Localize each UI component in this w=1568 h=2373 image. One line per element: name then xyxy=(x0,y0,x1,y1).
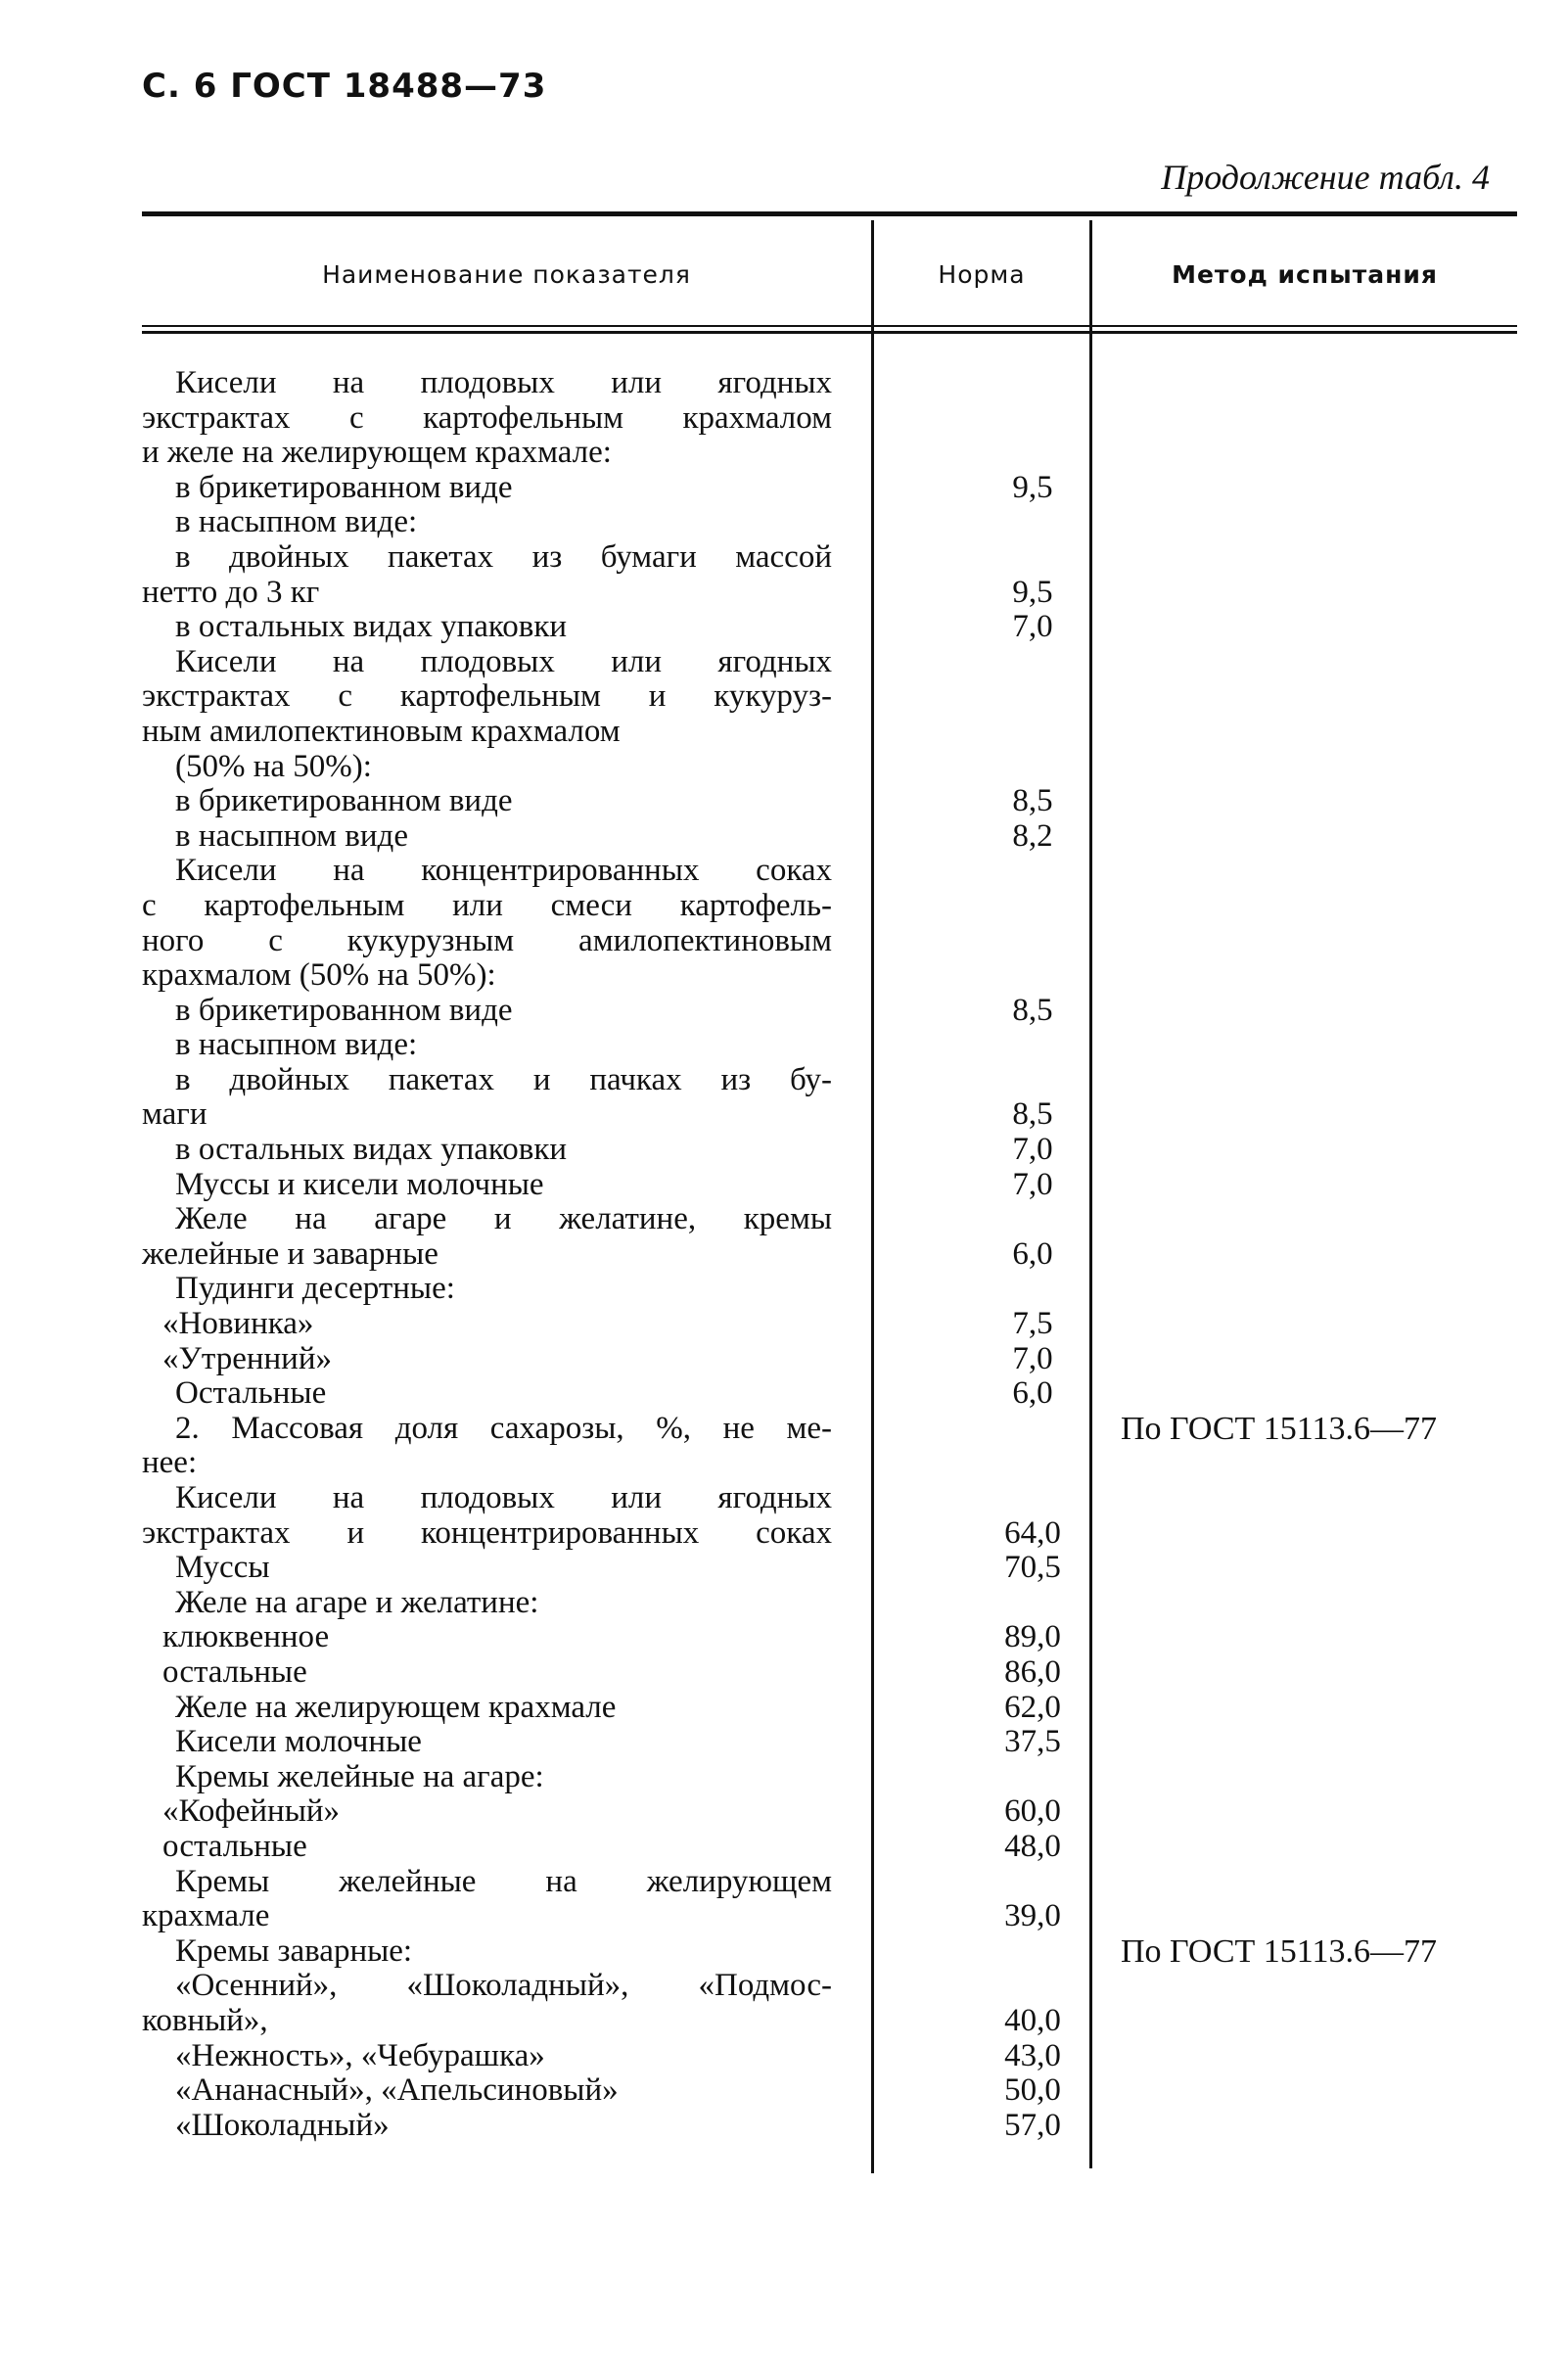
table-row xyxy=(142,1760,1517,1795)
indicator-text: Кисели на плодовых или ягодных xyxy=(175,365,832,400)
table-row xyxy=(142,1272,1517,1307)
indicator-text: экстрактах и концентрированных соках xyxy=(142,1514,832,1551)
norm-value: 7,0 xyxy=(1012,1340,1053,1376)
norm-value: 89,0 xyxy=(1004,1619,1061,1655)
indicator-text: «Ананасный», «Апельсиновый» xyxy=(175,2072,619,2109)
indicator-text: Кремы желейные на желирующем xyxy=(175,1863,832,1899)
table-row xyxy=(142,679,1517,715)
table-row xyxy=(142,1830,1517,1865)
indicator-text: Муссы xyxy=(175,1550,270,1586)
indicator-text: (50% на 50%): xyxy=(175,748,372,784)
indicator-text: Пудинги десертные: xyxy=(175,1271,455,1307)
norm-value: 48,0 xyxy=(1004,1828,1061,1864)
norm-value: 43,0 xyxy=(1004,2037,1061,2073)
table-row xyxy=(142,715,1517,750)
indicator-text: Кисели молочные xyxy=(175,1724,422,1760)
norm-value: 60,0 xyxy=(1004,1793,1061,1830)
indicator-text: с картофельным или смеси картофель- xyxy=(142,887,832,923)
indicator-text: Желе на агаре и желатине: xyxy=(175,1584,539,1620)
table-row xyxy=(142,1586,1517,1621)
table-row xyxy=(142,471,1517,506)
table-row xyxy=(142,576,1517,611)
table-row xyxy=(142,1376,1517,1412)
table-row xyxy=(142,1794,1517,1830)
indicator-text: в остальных видах упаковки xyxy=(175,609,568,645)
norm-value: 9,5 xyxy=(1012,574,1053,610)
table-row xyxy=(142,505,1517,540)
indicator-text: Кисели на концентрированных соках xyxy=(175,853,832,889)
norm-value: 62,0 xyxy=(1004,1689,1061,1725)
table-row xyxy=(142,1551,1517,1586)
page-header: С. 6 ГОСТ 18488—73 xyxy=(142,67,547,106)
table-row xyxy=(142,401,1517,437)
norm-value: 7,0 xyxy=(1012,1132,1053,1168)
table-row xyxy=(142,1446,1517,1481)
indicator-text: «Нежность», «Чебурашка» xyxy=(175,2037,545,2073)
norm-value: 7,5 xyxy=(1012,1306,1053,1342)
table-row xyxy=(142,1481,1517,1516)
table-header-rule xyxy=(142,325,1517,327)
norm-value: 9,5 xyxy=(1012,469,1053,505)
indicator-text: Желе на агаре и желатине, кремы xyxy=(175,1201,832,1237)
table-row xyxy=(142,610,1517,645)
table-row xyxy=(142,1620,1517,1655)
method-value: По ГОСТ 15113.6—77 xyxy=(1121,1932,1438,1970)
table-top-rule xyxy=(142,211,1517,216)
table-row xyxy=(142,1655,1517,1691)
table-row xyxy=(142,2039,1517,2074)
indicator-text: и желе на желирующем крахмале: xyxy=(142,435,612,471)
table-row xyxy=(142,366,1517,401)
indicator-text: в двойных пакетах и пачках из бу- xyxy=(175,1061,832,1097)
indicator-text: в брикетированном виде xyxy=(175,992,513,1028)
indicator-text: в двойных пакетах из бумаги массой xyxy=(175,538,832,575)
indicator-text: «Утренний» xyxy=(162,1340,332,1376)
norm-value: 50,0 xyxy=(1004,2072,1061,2109)
table-row xyxy=(142,854,1517,889)
table-row xyxy=(142,1202,1517,1237)
table-row xyxy=(142,1412,1517,1447)
norm-value: 40,0 xyxy=(1004,2002,1061,2038)
method-value: По ГОСТ 15113.6—77 xyxy=(1121,1410,1438,1447)
indicator-text: Кремы желейные на агаре: xyxy=(175,1758,544,1794)
table-row xyxy=(142,958,1517,994)
indicator-text: ного с кукурузным амилопектиновым xyxy=(142,922,832,958)
table-row xyxy=(142,924,1517,959)
table-row xyxy=(142,1899,1517,1934)
table-row xyxy=(142,1934,1517,1970)
indicator-text: «Осенний», «Шоколадный», «Подмос- xyxy=(175,1968,832,2004)
table-row xyxy=(142,1307,1517,1342)
table-row xyxy=(142,819,1517,855)
indicator-text: 2. Массовая доля сахарозы, %, не ме- xyxy=(175,1410,832,1446)
norm-value: 86,0 xyxy=(1004,1653,1061,1690)
table-row xyxy=(142,1725,1517,1760)
indicator-text: «Новинка» xyxy=(162,1306,314,1342)
indicator-text: Кисели на плодовых или ягодных xyxy=(175,643,832,679)
table-row xyxy=(142,994,1517,1029)
norm-value: 8,5 xyxy=(1012,1096,1053,1133)
indicator-text: в насыпном виде: xyxy=(175,504,418,540)
indicator-text: остальные xyxy=(162,1828,307,1864)
table-row xyxy=(142,1133,1517,1168)
norm-value: 37,5 xyxy=(1004,1724,1061,1760)
table-row xyxy=(142,1516,1517,1552)
indicator-text: экстрактах с картофельным крахмалом xyxy=(142,399,832,436)
table-row xyxy=(142,2109,1517,2144)
indicator-text: остальные xyxy=(162,1653,307,1690)
norm-value: 7,0 xyxy=(1012,1166,1053,1202)
indicator-text: крахмалом (50% на 50%): xyxy=(142,957,496,994)
norm-value: 39,0 xyxy=(1004,1898,1061,1934)
table-continuation-caption: Продолжение табл. 4 xyxy=(1161,158,1490,197)
table-row xyxy=(142,1028,1517,1063)
indicator-text: нетто до 3 кг xyxy=(142,574,320,610)
column-header-indicator: Наименование показателя xyxy=(322,260,691,289)
indicator-text: «Шоколадный» xyxy=(175,2107,390,2143)
table-body xyxy=(142,366,1517,2143)
norm-value: 6,0 xyxy=(1012,1235,1053,1272)
indicator-text: крахмале xyxy=(142,1898,270,1934)
table-row xyxy=(142,1168,1517,1203)
table-row xyxy=(142,1063,1517,1098)
indicator-text: ковный», xyxy=(142,2002,268,2038)
norm-value: 64,0 xyxy=(1004,1514,1061,1551)
table-row xyxy=(142,750,1517,785)
indicator-text: желейные и заварные xyxy=(142,1235,438,1272)
indicator-text: ным амилопектиновым крахмалом xyxy=(142,713,621,749)
table-row xyxy=(142,1969,1517,2004)
table-row xyxy=(142,645,1517,680)
norm-value: 70,5 xyxy=(1004,1550,1061,1586)
norm-value: 8,5 xyxy=(1012,992,1053,1028)
table-row xyxy=(142,2073,1517,2109)
indicator-text: Муссы и кисели молочные xyxy=(175,1166,544,1202)
indicator-text: маги xyxy=(142,1096,208,1133)
table-row xyxy=(142,2004,1517,2039)
table-row xyxy=(142,784,1517,819)
indicator-text: в брикетированном виде xyxy=(175,783,513,819)
table-row xyxy=(142,436,1517,471)
table-row xyxy=(142,1342,1517,1377)
norm-value: 6,0 xyxy=(1012,1375,1053,1412)
norm-value: 8,5 xyxy=(1012,783,1053,819)
column-header-method: Метод испытания xyxy=(1172,260,1438,289)
table-row xyxy=(142,1865,1517,1900)
indicator-text: Остальные xyxy=(175,1375,327,1412)
indicator-text: в насыпном виде: xyxy=(175,1027,418,1063)
table-row xyxy=(142,889,1517,924)
indicator-text: «Кофейный» xyxy=(162,1793,341,1830)
indicator-text: нее: xyxy=(142,1445,198,1481)
norm-value: 57,0 xyxy=(1004,2107,1061,2143)
table-row xyxy=(142,540,1517,576)
indicator-text: в брикетированном виде xyxy=(175,469,513,505)
indicator-text: Кисели на плодовых или ягодных xyxy=(175,1480,832,1515)
norm-value: 7,0 xyxy=(1012,609,1053,645)
table-row xyxy=(142,1691,1517,1726)
norm-value: 8,2 xyxy=(1012,817,1053,854)
table-row xyxy=(142,1237,1517,1273)
indicator-text: в остальных видах упаковки xyxy=(175,1132,568,1168)
indicator-text: клюквенное xyxy=(162,1619,330,1655)
indicator-text: в насыпном виде xyxy=(175,817,408,854)
table-row xyxy=(142,1097,1517,1133)
column-header-norm: Норма xyxy=(938,260,1026,289)
table-header-rule-double xyxy=(142,331,1517,334)
indicator-text: Желе на желирующем крахмале xyxy=(175,1689,617,1725)
indicator-text: экстрактах с картофельным и кукуруз- xyxy=(142,678,832,715)
indicator-text: Кремы заварные: xyxy=(175,1932,413,1969)
